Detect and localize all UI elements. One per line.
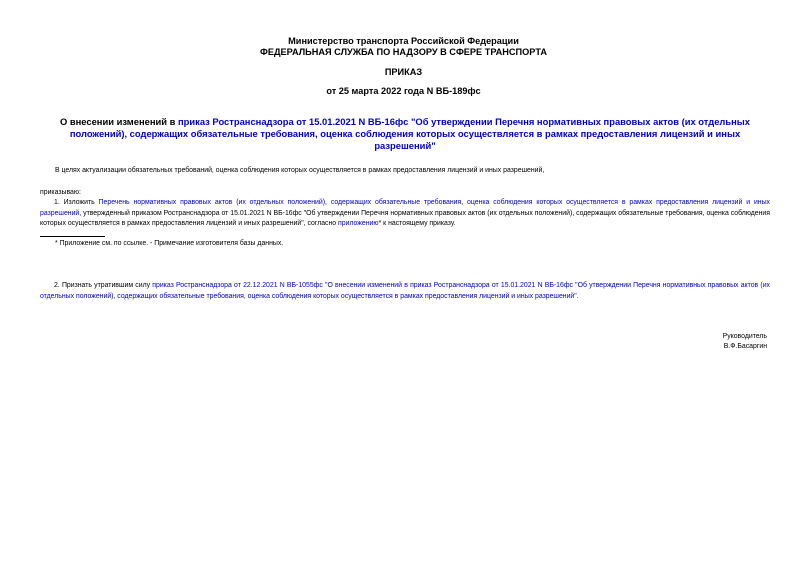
item-2-prefix: 2. Признать утратившим силу xyxy=(54,282,153,289)
list-link[interactable]: Перечень нормативных правовых актов (их отдельных положений), содержащих обязательные требования, оценка соблюдения которых осуществляется в рамках предоставления лицензий и иных разрешений xyxy=(40,199,771,217)
repealed-order-link[interactable]: приказ Ространснадзора от 22.12.2021 N ВБ-1055фс "О внесении изменений в приказ Ространснадзора от 15.01.2021 N ВБ-16фс "Об утверждении Перечня нормативных правовых актов (их отдельных положений), содержащих обязательные требования, оценка соблюдения которых осуществляется в рамках предоставления лицензий и иных разрешений" xyxy=(40,282,770,300)
footnote: * Приложение см. по ссылке. - Примечание изготовителя базы данных. xyxy=(55,240,284,247)
service-name: ФЕДЕРАЛЬНАЯ СЛУЖБА ПО НАДЗОРУ В СФЕРЕ ТРАНСПОРТА xyxy=(260,47,547,57)
item-1-middle: , утвержденный приказом Ространснадзора от 15.01.2021 N ВБ-16фс "Об утверждении Перечня нормативных правовых актов (их отдельных положений), содержащих обязательные требования, оценка соблюдения которых осуществляется в рамках предоставления лицензий и иных разрешений", согласно xyxy=(40,209,770,227)
document-date-number: от 25 марта 2022 года N ВБ-189фс xyxy=(326,86,481,96)
document-type: ПРИКАЗ xyxy=(384,67,423,77)
ministry-name: Министерство транспорта Российской Федерации xyxy=(288,36,519,46)
item-1-suffix: * к настоящему приказу. xyxy=(378,220,456,227)
item-2-suffix: . xyxy=(576,292,579,300)
item-1-paragraph xyxy=(40,198,770,230)
item-2-paragraph xyxy=(40,281,770,302)
title-prefix: О внесении изменений в xyxy=(59,116,178,127)
footnote-divider xyxy=(40,236,105,237)
document-title xyxy=(40,116,770,152)
intro-paragraph: В целях актуализации обязательных требований, оценка соблюдения которых осуществляется в рамках предоставления лицензий и иных разрешений, xyxy=(55,167,545,174)
order-word: приказываю: xyxy=(40,189,81,196)
item-1-prefix: 1. Изложить xyxy=(54,199,99,206)
signatory-position: Руководитель xyxy=(722,333,767,340)
signatory-name: В.Ф.Басаргин xyxy=(723,343,767,350)
appendix-link[interactable]: приложению xyxy=(338,220,379,227)
title-order-link[interactable]: приказ Ространснадзора от 15.01.2021 N ВБ-16фс "Об утверждении Перечня нормативных правовых актов (их отдельных положений), содержащих обязательные требования, оценка соблюдения которых осуществляется в рамках предоставления лицензий и иных разрешений" xyxy=(69,116,751,151)
